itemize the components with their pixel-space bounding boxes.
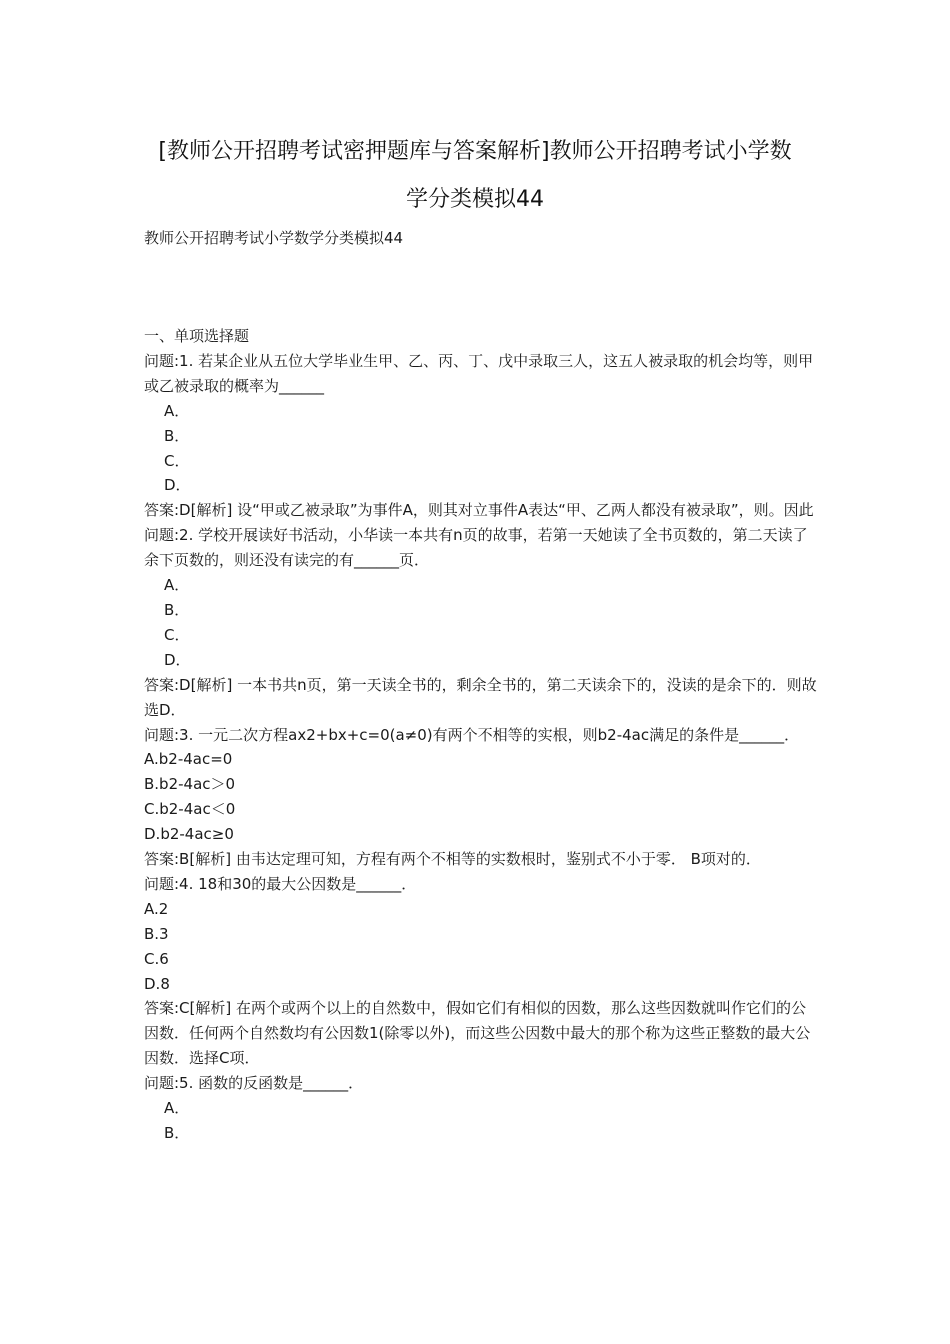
question-2-option-d: D． xyxy=(164,650,191,669)
document-title-line-1: [教师公开招聘考试密押题库与答案解析]教师公开招聘考试小学数 xyxy=(158,139,792,164)
question-2-text: 问题:2. 学校开展读好书活动，小华读一本共有n页的故事，若第一天她读了全书页数的，第二天读了余下页数的，则还没有读完的有______页． xyxy=(144,526,808,570)
question-5-option-a: A． xyxy=(164,1099,190,1118)
question-3-option-d: D.b2-4ac≥0 xyxy=(144,825,234,844)
question-2-option-c: C． xyxy=(164,625,190,644)
document-subtitle: 教师公开招聘考试小学数学分类模拟44 xyxy=(144,229,404,247)
question-list xyxy=(144,324,820,1146)
question-4-option-c: C.6 xyxy=(144,949,169,968)
question-1-option-c: C． xyxy=(164,451,190,470)
document-title-line-2: 学分类模拟44 xyxy=(406,187,544,212)
question-4-text: 问题:4. 18和30的最大公因数是______． xyxy=(144,874,417,893)
question-4-answer: 答案:C[解析] 在两个或两个以上的自然数中，假如它们有相似的因数，那么这些因数就叫作它们的公因数．任何两个自然数均有公因数1(除零以外)，而这些公因数中最大的那个称为这些正整数的最大公因数．选择C项． xyxy=(144,999,811,1068)
question-3-option-a: A.b2-4ac=0 xyxy=(144,750,233,769)
question-1-option-a: A． xyxy=(164,401,190,420)
section-heading: 一、单项选择题 xyxy=(144,327,250,345)
question-2-answer: 答案:D[解析] 一本书共n页，第一天读全书的，剩余全书的，第二天读余下的，没读的是余下的．则故选D． xyxy=(144,675,817,719)
question-4-option-d: D.8 xyxy=(144,974,170,993)
question-1-option-d: D． xyxy=(164,476,191,495)
question-4-option-b: B.3 xyxy=(144,924,169,943)
question-3-text: 问题:3. 一元二次方程ax2+bx+c=0(a≠0)有两个不相等的实根，则b2-4ac满足的条件是______． xyxy=(144,725,800,744)
question-1-text: 问题:1. 若某企业从五位大学毕业生甲、乙、丙、丁、戊中录取三人，这五人被录取的机会均等，则甲或乙被录取的概率为______ xyxy=(144,351,814,395)
question-2-option-a: A． xyxy=(164,576,190,595)
question-5-text: 问题:5. 函数的反函数是______． xyxy=(144,1074,364,1093)
question-4-option-a: A.2 xyxy=(144,899,169,918)
question-1-answer: 答案:D[解析] 设“甲或乙被录取”为事件A，则其对立事件A表达“甲、乙两人都没有被录取”，则。因此 xyxy=(144,501,814,520)
question-3-option-b: B.b2-4ac＞0 xyxy=(144,775,236,794)
question-3-option-c: C.b2-4ac＜0 xyxy=(144,800,236,819)
question-5-option-b: B． xyxy=(164,1124,190,1142)
question-3-answer: 答案:B[解析] 由韦达定理可知，方程有两个不相等的实数根时，鉴别式不小于零． B项对的． xyxy=(144,850,761,869)
question-1-option-b: B． xyxy=(164,426,190,445)
question-2-option-b: B． xyxy=(164,600,190,619)
